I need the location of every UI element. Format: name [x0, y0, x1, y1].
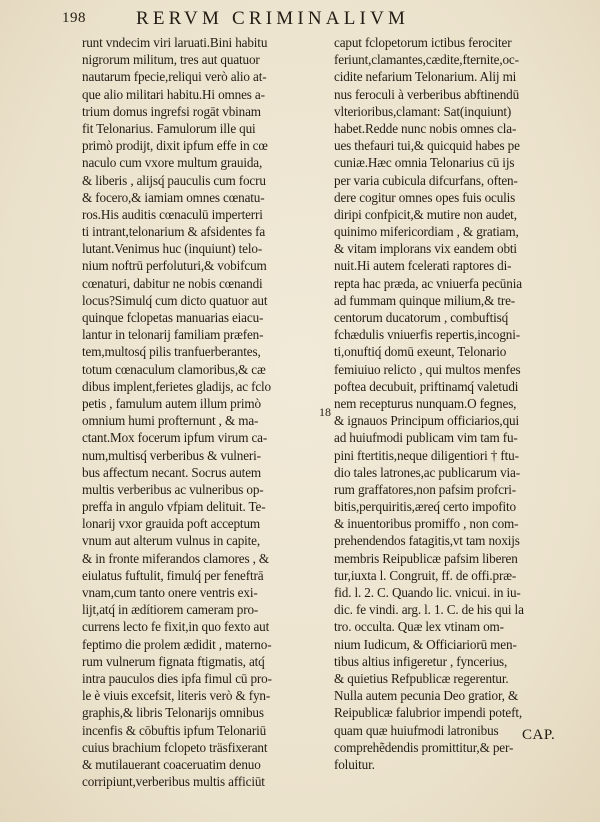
text-line: & mutilauerant coaceruatim denuo	[82, 756, 261, 772]
text-line: dere cogitur omnes opes fuis oculis	[334, 189, 516, 205]
text-line: cuniæ.Hæc omnia Telonarius cū ijs	[334, 155, 515, 171]
text-line: & inuentoribus promiffo , non com-	[334, 516, 519, 532]
text-line: nium Iudicum, & Officiariorū men-	[334, 636, 517, 652]
margin-note: 18	[319, 405, 331, 419]
text-line: pini ftertitis,neque diligentiori † ftu-	[334, 447, 519, 463]
text-line: currens lecto fe fixit,in quo fexto aut	[82, 619, 270, 635]
text-line: ues thefauri tui,& quicquid habes pe	[334, 138, 520, 154]
page-header	[62, 6, 572, 32]
text-line: fchædulis vniuerfis repertis,incogni-	[334, 327, 520, 343]
text-line: quinimo mifericordiam , & gratiam,	[334, 224, 519, 240]
text-line: ros.His auditis cœnaculū imperterri	[82, 206, 263, 222]
text-line: repta hac præda, ac vniuerfa pecūnia	[334, 275, 522, 291]
text-line: vnum aut alterum vulnus in capite,	[82, 533, 261, 549]
text-line: eiulatus fuftulit, fimulq́ per feneftrā	[82, 567, 264, 583]
text-line: locus?Simulq́ cum dicto quatuor aut	[82, 292, 268, 308]
text-line: lutant.Venimus huc (inquiunt) telo-	[82, 241, 263, 257]
text-line: feptimo die prolem ædidit , materno-	[82, 636, 272, 652]
text-line: feriunt,clamantes,cædite,fternite,oc-	[334, 52, 519, 68]
text-line: que alio militari habitu.Hi omnes a-	[82, 86, 265, 102]
text-line: cuius brachium fclopeto träsfixerant	[82, 739, 268, 755]
text-line: nuit.Hi autem fcelerati raptores di-	[334, 258, 512, 274]
text-line: tro. occulta. Quæ lex vtinam om-	[334, 619, 504, 635]
text-line: prehendendos fatagitis,vt tam noxijs	[334, 533, 520, 549]
text-line: num,multisq́ verberibus & vulneri-	[82, 447, 261, 463]
text-line: runt vndecim viri laruati.Bini habitu	[82, 35, 268, 50]
text-line: dio tales latrones,ac publicarum via-	[334, 464, 520, 480]
text-line: trium domus ingrefsi rogāt vbinam	[82, 103, 261, 119]
text-line: comprehẽdendis promittitur,& per-	[334, 739, 514, 755]
text-line: & in fronte miferandos clamores , &	[82, 550, 270, 566]
text-line: cidite nefarium Telonarium. Alij mi	[334, 69, 517, 85]
text-line: quam quæ huiufmodi latronibus	[334, 722, 499, 738]
text-line: membris Reipublicæ pafsim liberen	[334, 550, 518, 566]
text-line: tur,iuxta l. Congruit, ff. de offi.præ-	[334, 567, 517, 583]
text-line: lijt,atq́ in ædítiorem cameram pro-	[82, 602, 259, 618]
text-line: ad fummam quinque milium,& tre-	[334, 292, 516, 308]
text-line: nium noftrū perfoluturi,& vobifcum	[82, 258, 267, 274]
text-line: lonarij vxor grauida poft acceptum	[82, 516, 260, 532]
text-line: petis , famulum autem illum primò	[82, 395, 261, 411]
text-line: per varia cubicula difcurfans, often-	[334, 172, 518, 188]
text-line: femiuiuo relicto , qui multos menfes	[334, 361, 521, 377]
right-text-column	[334, 34, 568, 773]
text-line: foluitur.	[334, 756, 375, 772]
text-line: incenfis & cōbuftis ipfum Telonariū	[82, 722, 267, 738]
text-line: omnium humi profternunt , & ma-	[82, 413, 259, 429]
text-line: cœnaturi, dabitur ne nobis cœnandi	[82, 275, 263, 291]
text-line: & ignauos Principum officiarios,qui	[334, 413, 519, 429]
text-line: & liberis , alijsq́ pauculis cum focru	[82, 172, 266, 188]
text-line: diripi confpicit,& mutire non audet,	[334, 206, 517, 222]
text-line: nus feroculi à verberibus abftinendū	[334, 86, 520, 102]
text-line: poftea decubuit, priftinamq́ valetudi	[334, 378, 519, 394]
text-line: caput fclopetorum ictibus ferociter	[334, 35, 512, 50]
text-line: & focero,& iamiam omnes cœnatu-	[82, 189, 265, 205]
text-line: primò prodijt, dixit ipfum effe in cœ	[82, 138, 268, 154]
text-line: ctant.Mox focerum ipfum virum ca-	[82, 430, 268, 446]
page-number: 198	[62, 10, 86, 26]
left-text-column	[82, 34, 322, 790]
text-line: & quietius Refpublicæ regerentur.	[334, 670, 509, 686]
text-line: preffa in angulo vfpiam delituit. Te-	[82, 499, 266, 515]
text-line: Nulla autem pecunia Deo gratior, &	[334, 688, 519, 704]
text-line: dic. fe vindi. arg. l. 1. C. de his qui la	[334, 602, 524, 618]
catchword: CAP.	[522, 727, 556, 743]
text-line: fit Telonarius. Famulorum ille qui	[82, 120, 256, 136]
text-line: naculo cum vxore multum grauida,	[82, 155, 263, 171]
text-line: rum graffatores,non pafsim profcri-	[334, 481, 516, 497]
text-line: vnam,cum tanto onere ventris exi-	[82, 585, 258, 600]
text-line: ad huiufmodi publicam vim tam fu-	[334, 430, 518, 446]
text-line: corripiunt,verberibus multis afficiūt	[82, 774, 265, 790]
text-line: graphis,& libris Telonarijs omnibus	[82, 705, 264, 721]
text-line: tem,multosq́ pilis tranfuerberantes,	[82, 344, 261, 360]
text-line: nem recepturus nunquam.O fegnes,	[334, 395, 517, 411]
text-line: bus affectum necant. Socrus autem	[82, 464, 262, 480]
text-line: & vitam implorans vix eandem obti	[334, 241, 517, 257]
text-line: le è viuis excefsit, literis verò & fyn-	[82, 688, 271, 704]
text-line: intra pauculos dies ipfa fimul cū pro-	[82, 670, 272, 686]
text-line: nautarum fpecie,reliqui verò alio at-	[82, 69, 267, 85]
text-line: quinque fclopetas manuarias eiacu-	[82, 310, 264, 325]
text-line: vlterioribus,clamant: Sat(inquiunt)	[334, 103, 512, 119]
text-line: multis verberibus ac vulneribus op-	[82, 481, 264, 497]
text-line: dibus implent,ferietes gladijs, ac fclo	[82, 378, 271, 394]
text-line: Reipublicæ falubrior impendi poteft,	[334, 705, 522, 721]
text-line: lantur in telonarij familiam præfen-	[82, 327, 264, 343]
text-line: centorum ducatorum , combuftisq́	[334, 310, 509, 325]
text-line: ti intrant,telonarium & afsidentes fa	[82, 224, 266, 240]
text-line: ti,onuftiq́ domū exeunt, Telonario	[334, 344, 507, 360]
text-line: bitis,perquiritis,æreq́ certo impofito	[334, 499, 516, 515]
text-line: totum cœnaculum clamoribus,& cæ	[82, 361, 266, 377]
running-title: RERVM CRIMINALIVM	[136, 8, 410, 29]
text-line: rum vulnerum fignata ftigmatis, atq́	[82, 653, 265, 669]
text-line: tibus altius infigeretur , fyncerius,	[334, 653, 508, 669]
text-line: fid. l. 2. C. Quando lic. vnicui. in iu-	[334, 585, 521, 600]
text-line: habet.Redde nunc nobis omnes cla-	[334, 120, 517, 136]
text-line: nigrorum militum, tres aut quatuor	[82, 52, 260, 68]
